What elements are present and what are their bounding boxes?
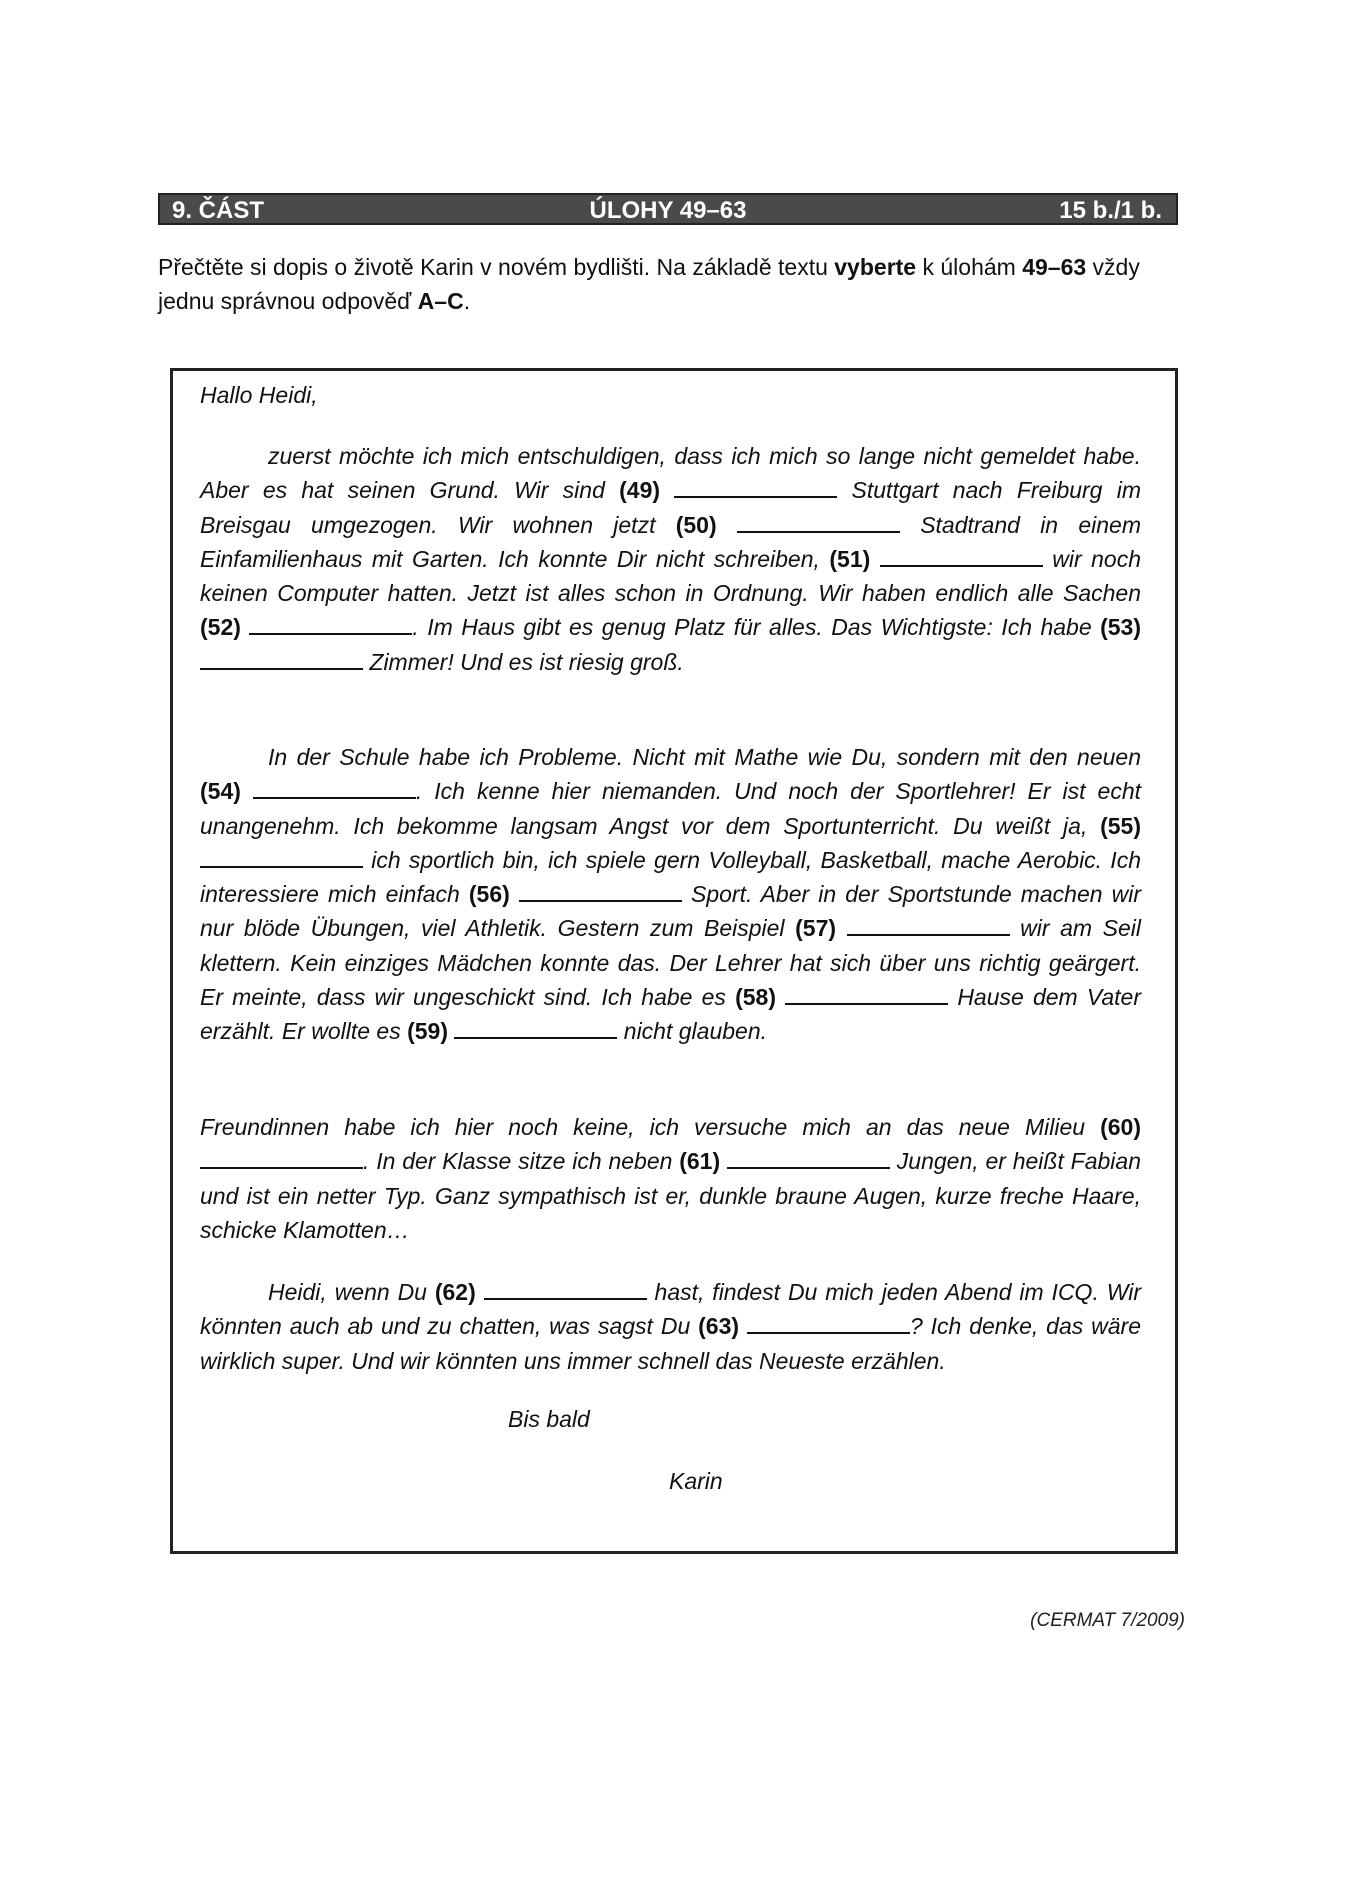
gap-number: (60) <box>1100 1114 1141 1140</box>
answer-blank-50 <box>737 509 900 533</box>
instructions-bold: A–C <box>417 288 464 314</box>
letter-closing: Bis bald <box>508 1406 590 1432</box>
gap-number: (59) <box>407 1018 448 1045</box>
instructions-bold: vyberte <box>834 254 917 280</box>
source-citation: (CERMAT 7/2009) <box>1030 1610 1185 1631</box>
letter-greeting: Hallo Heidi, <box>200 382 318 408</box>
answer-blank-63 <box>747 1310 910 1334</box>
gap-number: (50) <box>675 511 717 538</box>
gap-number: (62) <box>434 1279 476 1305</box>
gap-number: (63) <box>698 1313 740 1340</box>
instructions-text: vždy jednu správnou odpověď <box>158 254 1140 314</box>
gap-number: (56) <box>468 881 510 908</box>
answer-blank-51 <box>880 543 1043 567</box>
answer-blank-61 <box>727 1145 890 1169</box>
gap-number: (57) <box>795 915 837 942</box>
letter-paragraph-1: zuerst möchte ich mich entschuldigen, dass ich mich so lange nicht gemeldet habe. Aber es hat seinen Grund. Wir sind (49) Stuttgart nach Freiburg im Breisgau umgezogen. Wir wohnen jetzt (50) Stadtrand in einem Einfamilienhaus mit Garten. Ich konnte Dir nicht schreiben, (51) wir noch keinen Computer hatten. Jetzt ist alles schon in Ordnung. Wir haben endlich alle Sachen (52) . Im Haus gibt es genug Platz für alles. Das Wichtigste: Ich habe (53) Zimmer! Und es ist riesig groß. <box>200 443 1142 675</box>
letter-paragraph-3: Freundinnen habe ich hier noch keine, ich versuche mich an das neue Milieu (60) . In der Klasse sitze ich neben (61) Jungen, er heißt Fabian und ist ein netter Typ. Ganz sympathisch ist er, dunkle braune Augen, kurze freche Haare, schicke Klamotten… <box>200 1114 1141 1243</box>
gap-number: (55) <box>1100 812 1141 839</box>
gap-number: (54) <box>200 778 241 805</box>
letter-signature: Karin <box>669 1468 723 1494</box>
gap-number: (51) <box>829 545 871 572</box>
gap-number: (52) <box>200 614 241 641</box>
tasks-label: ÚLOHY 49–63 <box>589 197 747 224</box>
instructions-bold: 49–63 <box>1022 254 1087 280</box>
instructions-text: Přečtěte si dopis o životě Karin v novém bydlišti. Na základě textu <box>158 254 835 280</box>
answer-blank-62 <box>484 1276 647 1300</box>
part-label: 9. ČÁST <box>172 197 265 224</box>
answer-blank-49 <box>674 474 837 498</box>
gap-number: (61) <box>679 1148 721 1175</box>
gap-number: (58) <box>735 984 776 1011</box>
gap-number: (49) <box>619 477 661 504</box>
points-label: 15 b./1 b. <box>1059 197 1162 224</box>
answer-blank-56 <box>519 878 682 902</box>
answer-blank-55 <box>200 844 363 868</box>
section-header <box>158 193 1178 225</box>
gap-number: (53) <box>1100 614 1141 641</box>
answer-blank-60 <box>200 1145 363 1169</box>
answer-blank-52 <box>249 611 412 635</box>
letter-paragraph-2: In der Schule habe ich Probleme. Nicht mit Mathe wie Du, sondern mit den neuen (54) . Ich kenne hier niemanden. Und noch der Sportlehrer! Er ist echt unangenehm. Ich bekomme langsam Angst vor dem Sportunterricht. Du weißt ja, (55) ich sportlich bin, ich spiele gern Volleyball, Basketball, mache Aerobic. Ich interessiere mich einfach (56) Sport. Aber in der Sportstunde machen wir nur blöde Übungen, viel Athletik. Gestern zum Beispiel (57) wir am Seil klettern. Kein einziges Mädchen konnte das. Der Lehrer hat sich über uns richtig geärgert. Er meinte, dass wir ungeschickt sind. Ich habe es (58) Hause dem Vater erzählt. Er wollte es (59) nicht glauben. <box>200 744 1142 1045</box>
answer-blank-57 <box>847 912 1010 936</box>
instructions-text: k úlohám <box>916 254 1023 280</box>
answer-blank-59 <box>454 1015 617 1039</box>
instructions-text: . <box>463 288 471 314</box>
answer-blank-58 <box>785 981 948 1005</box>
instructions <box>158 250 1183 318</box>
letter-paragraph-4: Heidi, wenn Du (62) hast, findest Du mich jeden Abend im ICQ. Wir könnten auch ab und zu chatten, was sagst Du (63) ? Ich denke, das wäre wirklich super. Und wir könnten uns immer schnell das Neueste erzählen. <box>200 1275 1141 1378</box>
answer-blank-54 <box>253 775 416 799</box>
answer-blank-53 <box>200 646 363 670</box>
